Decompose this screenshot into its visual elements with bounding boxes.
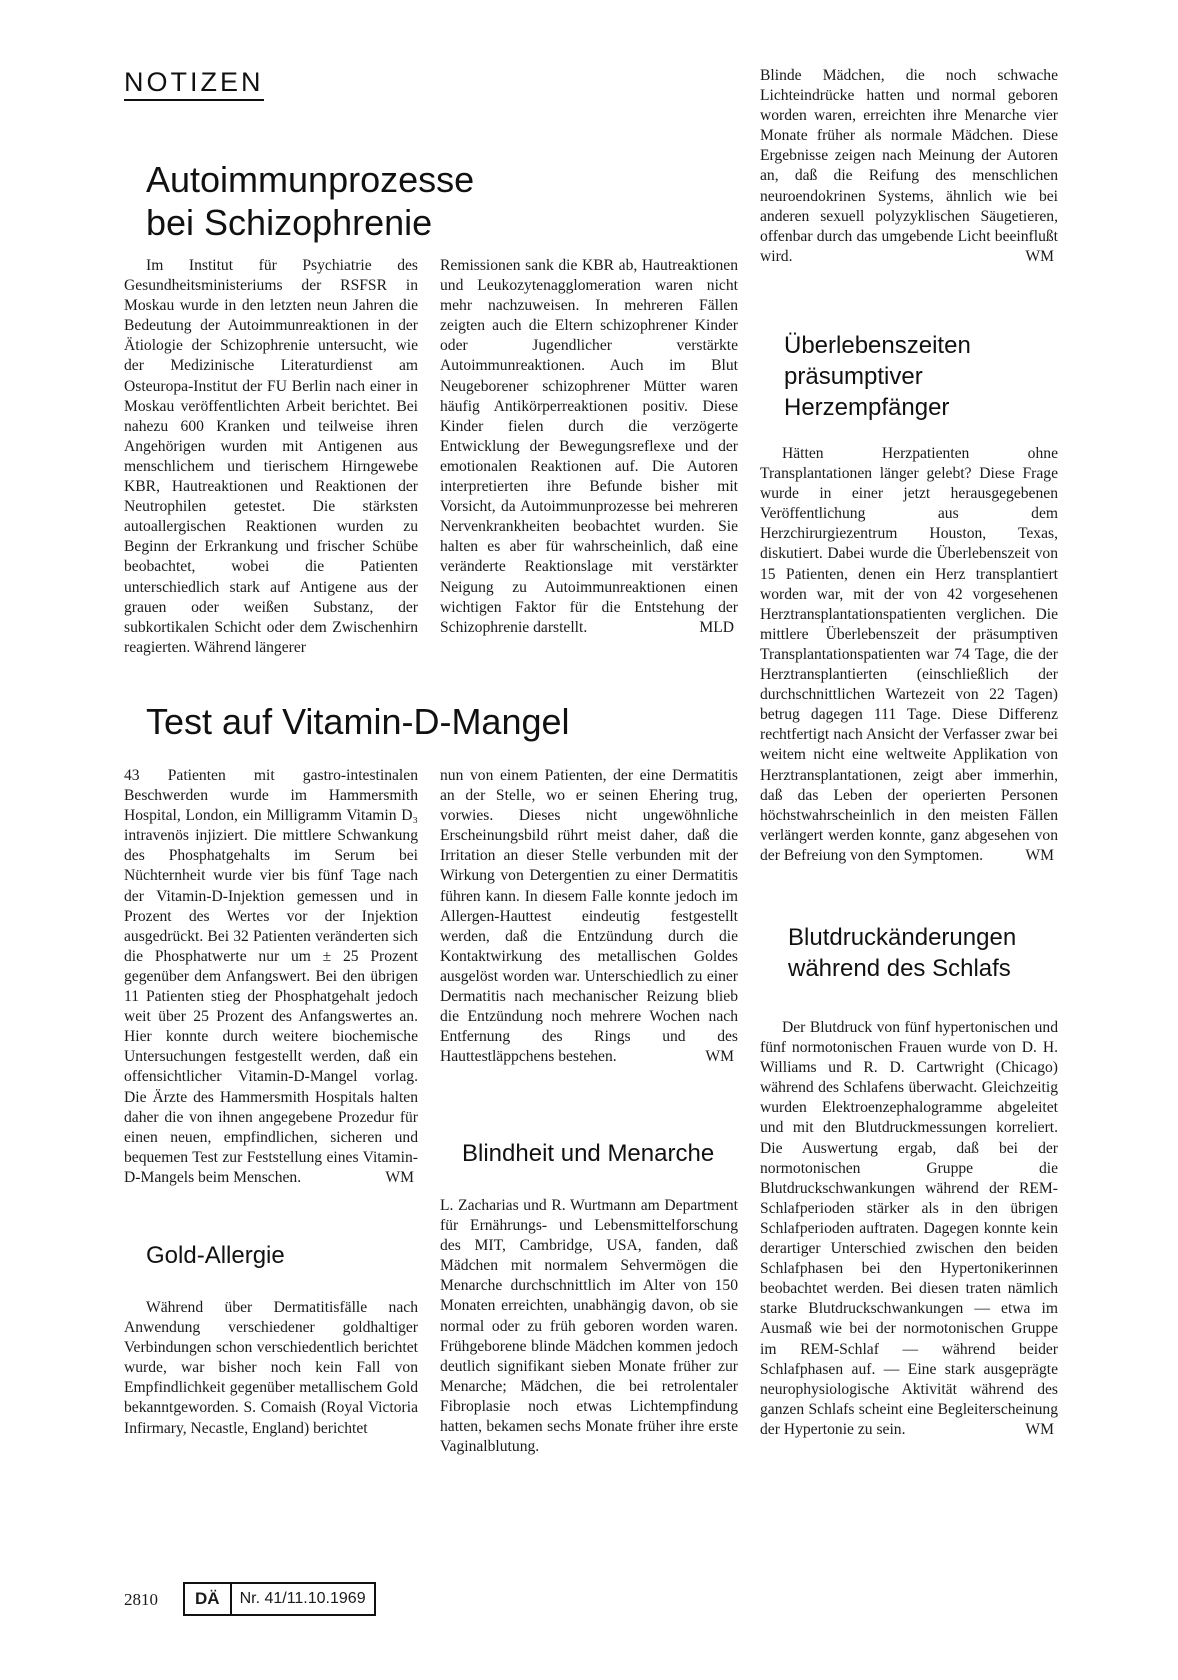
body-text: Während über Dermatitisfälle nach Anwendung verschiedener goldhaltiger Verbindungen schon verschiedentlich berichtet wurde, war bisher noch kein Fall von Empfindlichkeit gegenüber metallischem Gold bekanntgeworden. S. Comaish (Royal Victoria Infirmary, Necastle, England) berichtet bbox=[124, 1299, 418, 1437]
issue-label: Nr. 41/11.10.1969 bbox=[239, 1590, 366, 1607]
article-blindheit-col3 bbox=[760, 66, 1058, 267]
journal-logo: DÄ bbox=[185, 1584, 232, 1614]
article-blindheit-col2 bbox=[440, 1196, 738, 1457]
body-text: 43 Patienten mit gastro-intestinalen Beschwerden wurde im Hammersmith Hospital, London, ein Milligramm Vitamin D₃ intravenös injiziert. Die mittlere Schwankung des Phosphatgehalts im Serum bei Nüchternheit wurde vier bis fünf Tage nach der Vitamin-D-Injektion gemessen und in Prozent des Wertes vor der Injektion ausgedrückt. Bei 32 Patienten veränderten sich die Phosphatwerte nur um ± 25 Prozent gegenüber dem Anfangswert. Bei den übrigen 11 Patienten stieg der Phosphatgehalt jedoch weit über 25 Prozent des Anfangswertes an. Hier konnte durch weitere biochemische Untersuchungen festgestellt werden, daß ein offensichtlicher Vitamin-D-Mangel vorlag. Die Ärzte des Hammersmith Hospitals halten daher die von ihnen angegebene Prozedur für einen neuen, empfindlichen, sicheren und bequemen Test zur Feststellung eines Vitamin-D-Mangels beim Menschen. WM bbox=[124, 766, 418, 1188]
author-sign: WM bbox=[1025, 247, 1054, 265]
author-sign: WM bbox=[1025, 1420, 1054, 1438]
title-line-2: präsumptiver bbox=[784, 363, 923, 390]
article-vitamin-col1 bbox=[124, 766, 418, 1188]
article-gold-col2 bbox=[440, 766, 738, 1067]
article-blindheit-title: Blindheit und Menarche bbox=[462, 1140, 715, 1167]
title-line-1: Überlebenszeiten bbox=[784, 332, 971, 359]
title-line-2: während des Schlafs bbox=[788, 955, 1011, 982]
title-line-2: bei Schizophrenie bbox=[146, 202, 433, 243]
body-text: L. Zacharias und R. Wurtmann am Department für Ernährungs- und Lebensmittelforschung des MIT, Cambridge, USA, fanden, daß Mädchen mit normalem Sehvermögen die Menarche durchschnittlich im Alter von 150 Monaten erreichten, unabhängig davon, ob sie normal oder zu früh geboren worden waren. Frühgeborene blinde Mädchen kommen jedoch deutlich signifikant sieben Monate früher zur Menarche; Mädchen, die bei retrolentaler Fibroplasie noch etwas Lichtempfindung hatten, bekamen sechs Monate früher ihre erste Vaginalblutung. bbox=[440, 1197, 738, 1456]
body-text: nun von einem Patienten, der eine Dermatitis an der Stelle, wo er seinen Ehering trug, vorwies. Dieses nicht ungewöhnliche Erscheinungsbild rührt meist daher, daß die Irritation an dieser Stelle verbunden mit der Wirkung von Detergentien zu einer Dermatitis führen kann. In diesem Falle konnte jedoch im Allergen-Hauttest eindeutig festgestellt werden, daß die Entzündung durch die Kontaktwirkung des metallischen Goldes ausgelöst worden war. Unterschiedlich zu einer Dermatitis nach mechanischer Reizung blieb die Entzündung noch mehrere Wochen nach Entfernung des Rings und des Hauttestläppchens bestehen. WM bbox=[440, 766, 738, 1067]
page-number: 2810 bbox=[124, 1590, 158, 1609]
author-sign: MLD bbox=[699, 618, 734, 636]
body-text: Blinde Mädchen, die noch schwache Lichteindrücke hatten und normal geboren worden waren, erreichten ihre Menarche vier Monate früher als normale Mädchen. Diese Ergebnisse zeigen nach Meinung der Autoren an, daß die Reifung des menschlichen neuroendokrinen Systems, ähnlich wie bei anderen sexuell polyzyklischen Säugetieren, offenbar durch das umgebende Licht beeinflußt wird. WM bbox=[760, 66, 1058, 267]
section-label: NOTIZEN bbox=[124, 66, 264, 101]
article-herz-col3 bbox=[760, 444, 1058, 866]
title-line-1: Blutdruckänderungen bbox=[788, 924, 1017, 951]
title-line-1: Autoimmunprozesse bbox=[146, 159, 475, 200]
article-autoimmun-col2 bbox=[440, 256, 738, 638]
author-sign: WM bbox=[705, 1048, 734, 1066]
author-sign: WM bbox=[385, 1168, 414, 1186]
body-text: Der Blutdruck von fünf hypertonischen und fünf normotonischen Frauen wurde von D. H. Williams und R. D. Cartwright (Chicago) während des Schlafens überwacht. Gleichzeitig wurden Elektroenzephalogramme abgeleitet und mit den Blutdruckmessungen korreliert. Die Auswertung ergab, daß bei der normotonischen Gruppe die Blutdruckschwankungen während der REM-Schlafperioden stärker als in den übrigen Schlafperioden auftraten. Dagegen konnte kein derartiger Unterschied zwischen den beiden Schlafphasen bei den Hypertonikerinnen beobachtet werden. Bei diesen traten nämlich starke Blutdruckschwankungen — etwa im Ausmaß wie bei der normotonischen Gruppe im REM-Schlaf — während beider Schlafphasen auf. — Eine stark ausgeprägte neurophysiologische Aktivität während des ganzen Schlafs scheint eine Begleiterscheinung der Hypertonie zu sein. WM bbox=[760, 1018, 1058, 1440]
article-blutdruck-title bbox=[788, 922, 1068, 984]
article-gold-title: Gold-Allergie bbox=[146, 1242, 285, 1269]
article-herz-title bbox=[784, 330, 1064, 423]
article-blutdruck-col3 bbox=[760, 1018, 1058, 1440]
article-autoimmun-title bbox=[146, 158, 566, 244]
title-line-3: Herzempfänger bbox=[784, 394, 950, 421]
article-autoimmun-col1 bbox=[124, 256, 418, 658]
body-text: Remissionen sank die KBR ab, Hautreaktionen und Leukozytenagglomeration waren nicht mehr nachzuweisen. In mehreren Fällen zeigten auch die Eltern schizophrener Kinder oder Jugendlicher verstärkte Autoimmunreaktionen. Auch im Blut Neugeborener schizophrener Mütter waren häufig Antikörperreaktionen positiv. Diese Kinder fielen durch die verzögerte Entwicklung der Bewegungsreflexe und der emotionalen Reaktionen auf. Die Autoren interpretierten ihre Befunde bisher mit Vorsicht, da Autoimmunprozesse bei mehreren Nervenkrankheiten beobachtet wurden. Sie halten es aber für wahrscheinlich, daß eine veränderte Reaktionslage mit verstärkter Neigung zu Autoimmunreaktionen einen wichtigen Faktor für die Entstehung der Schizophrenie darstellt. MLD bbox=[440, 256, 738, 638]
body-text: Hätten Herzpatienten ohne Transplantationen länger gelebt? Diese Frage wurde in einer jetzt herausgegebenen Veröffentlichung aus dem Herzchirurgiezentrum Houston, Texas, diskutiert. Dabei wurde die Überlebenszeit von 15 Patienten, denen ein Herz transplantiert worden war, mit der von 42 vorgesehenen Herztransplantationspatienten verglichen. Die mittlere Überlebenszeit der präsumptiven Transplantationspatienten war 74 Tage, die der Herztransplantierten (einschließlich der durchschnittlichen Wartezeit von 22 Tagen) betrug dagegen 111 Tage. Diese Differenz rechtfertigt nach Ansicht der Verfasser zwar bei weitem nicht eine weltweite Applikation von Herztransplantationen, zeigt aber immerhin, daß das Leben der operierten Personen höchstwahrscheinlich in den meisten Fällen verlängert werden konnte, ganz abgesehen von der Befreiung von den Symptomen. WM bbox=[760, 444, 1058, 866]
article-vitamin-title: Test auf Vitamin-D-Mangel bbox=[146, 701, 570, 742]
article-gold-col1 bbox=[124, 1298, 418, 1439]
author-sign: WM bbox=[1025, 846, 1054, 864]
body-text: Im Institut für Psychiatrie des Gesundheitsministeriums der RSFSR in Moskau wurde in den letzten neun Jahren die Bedeutung der Autoimmunreaktionen in der Ätiologie der Schizophrenie untersucht, wie der Medizinische Literaturdienst am Osteuropa-Institut der FU Berlin nach einer in Moskau veröffentlichten Arbeit berichtet. Bei nahezu 600 Kranken und teilweise ihren Angehörigen wurden mit Antigenen aus menschlichem und tierischem Hirngewebe KBR, Hautreaktionen und Reaktionen der Neutrophilen getestet. Die stärksten autoallergischen Reaktionen wurden zu Beginn der Erkrankung und frischer Schübe beobachtet, wobei die Patienten unterschiedlich stark auf Antigene aus der grauen oder weißen Substanz, der subkortikalen Schicht oder dem Zwischenhirn reagierten. Während längerer bbox=[124, 257, 418, 656]
journal-footer bbox=[183, 1582, 376, 1616]
